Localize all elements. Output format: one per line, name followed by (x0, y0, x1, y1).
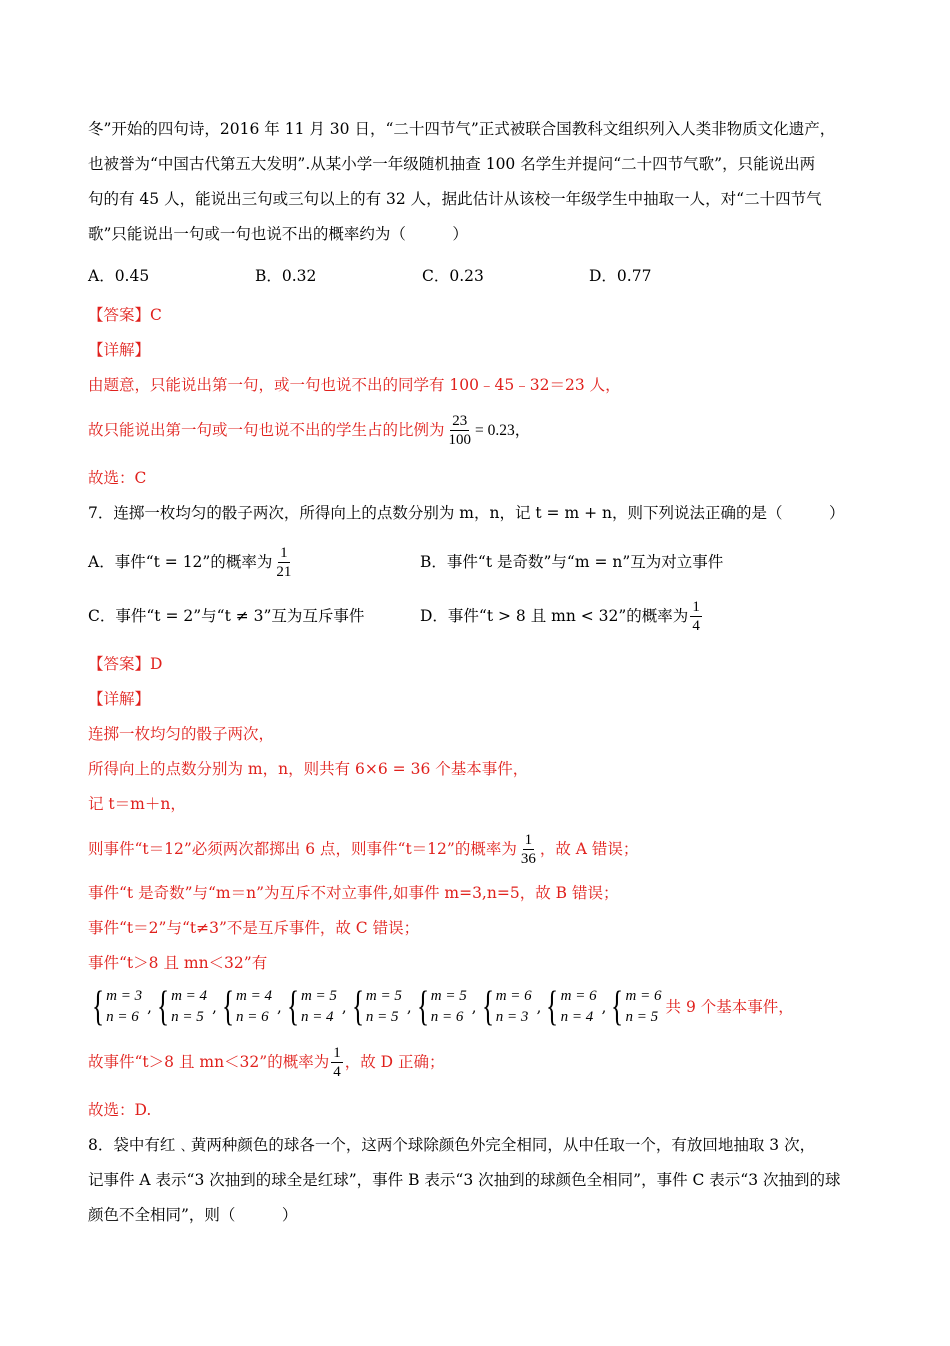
q7-systems (88, 986, 666, 1028)
q6-answer: 【答案】C (88, 306, 162, 324)
q7-detail-label: 【详解】 (88, 690, 151, 708)
brace-symbol: { (221, 984, 234, 1030)
q7-detail-9 (88, 1035, 868, 1089)
q6-detail-2-text: 故只能说出第一句或一句也说不出的学生占的比例为 (88, 420, 445, 439)
q6-option-c: C．0.23 (422, 266, 484, 285)
equation-row: n = 4 (560, 1009, 594, 1025)
q7-detail-3: 记 t＝m＋n， (88, 795, 186, 813)
equation-rows (171, 986, 207, 1028)
equation-row: n = 5 (365, 1009, 399, 1025)
equation-row: m = 6 (625, 988, 662, 1004)
q6-options (88, 254, 868, 298)
q7-detail-9-num: 1 (333, 1044, 341, 1061)
equation-system (283, 986, 337, 1028)
q7-option-a (88, 544, 420, 581)
equation-system (413, 986, 467, 1028)
brace-symbol: { (92, 984, 105, 1030)
q7-detail-4-fraction (519, 831, 538, 868)
q6-detail-label: 【详解】 (88, 341, 151, 359)
separator: , (276, 997, 282, 1016)
q7-systems-post: 共 9 个基本事件， (665, 997, 794, 1016)
q8-stem-line-3: 颜色不全相同”，则（ ） (88, 1206, 298, 1224)
q7-detail-4 (88, 822, 868, 876)
q7-detail-4-text: 则事件“t＝12”必须两次都掷出 6 点，则事件“t＝12”的概率为 (88, 839, 517, 858)
q7-detail-9-post: ，故 D 正确； (344, 1052, 445, 1071)
q7-detail-9-den: 4 (333, 1063, 341, 1080)
equation-rows (561, 986, 597, 1028)
q7-option-a-fraction (274, 544, 293, 581)
equation-row: n = 5 (625, 1009, 659, 1025)
separator: , (212, 997, 217, 1016)
q6-fraction-num: 23 (452, 412, 468, 429)
separator: , (536, 997, 542, 1016)
equation-row: n = 6 (106, 1009, 139, 1025)
equation-system (88, 986, 142, 1028)
q8-stem-line-1: 8．袋中有红﹑黄两种颜色的球各一个，这两个球除颜色外完全相同，从中任取一个，有放回地抽取 3 次， (88, 1136, 816, 1154)
equation-row: m = 5 (300, 988, 337, 1004)
brace-symbol: { (481, 984, 494, 1030)
q6-detail-1: 由题意，只能说出第一句，或一句也说不出的同学有 100﹣45﹣32＝23 人， (88, 376, 621, 394)
q7-detail-4-den: 36 (520, 850, 536, 867)
q7-option-d-num: 1 (692, 598, 700, 615)
q7-options-row-2 (88, 589, 868, 643)
equation-row: m = 4 (236, 988, 272, 1004)
q6-stem-line-2: 也被誉为“中国古代第五大发明”.从某小学一年级随机抽查 100 名学生并提问“二十四节气歌”，只能说出两 (88, 155, 816, 173)
equation-row: n = 3 (495, 1009, 529, 1025)
brace-symbol: { (416, 984, 429, 1030)
q7-option-a-text: A．事件“t = 12”的概率为 (88, 552, 273, 571)
brace-symbol: { (546, 984, 559, 1030)
equation-rows (236, 986, 272, 1028)
q6-stem-line-1: 冬”开始的四句诗，2016 年 11 月 30 日，“二十四节气”正式被联合国教科文组织列入人类非物质文化遗产， (88, 120, 836, 138)
q7-option-c: C．事件“t = 2”与“t ≠ 3”互为互斥事件 (88, 606, 365, 625)
equation-row: n = 5 (171, 1009, 204, 1025)
q7-options-row-1 (88, 535, 868, 589)
q7-option-b: B．事件“t 是奇数”与“m = n”互为对立事件 (420, 552, 724, 571)
separator: , (406, 997, 412, 1016)
q6-conclusion: 故选：C (88, 469, 147, 487)
document-page (88, 112, 868, 1233)
equation-system (542, 986, 596, 1028)
equation-row: m = 6 (560, 988, 597, 1004)
equation-rows (106, 986, 142, 1028)
separator: , (341, 997, 347, 1016)
q7-detail-7: 事件“t＞8 且 mn＜32”有 (88, 954, 268, 972)
equation-rows (626, 986, 662, 1028)
q6-fraction-den: 100 (448, 431, 472, 448)
q6-stem-line-4: 歌”只能说出一句或一句也说不出的概率约为（ ） (88, 225, 468, 243)
equation-row: n = 4 (300, 1009, 334, 1025)
equation-rows (496, 986, 532, 1028)
q7-detail-1: 连掷一枚均匀的骰子两次， (88, 725, 275, 743)
q6-stem-line-3: 句的有 45 人，能说出三句或三句以上的有 32 人，据此估计从该校一年级学生中抽取一人，对“二十四节气 (88, 190, 822, 208)
q6-option-b: B．0.32 (255, 266, 317, 285)
q7-option-d-den: 4 (692, 617, 700, 634)
equation-system (218, 986, 272, 1028)
q7-detail-9-text: 故事件“t＞8 且 mn＜32”的概率为 (88, 1052, 330, 1071)
equation-system (348, 986, 402, 1028)
q7-detail-5: 事件“t 是奇数”与“m＝n”为互斥不对立事件,如事件 m=3,n=5，故 B 错误； (88, 884, 619, 902)
brace-symbol: { (351, 984, 364, 1030)
q7-option-d-fraction (690, 598, 702, 635)
equation-system (153, 986, 207, 1028)
q7-conclusion: 故选：D. (88, 1101, 152, 1119)
separator: , (471, 997, 477, 1016)
q7-option-d-text: D．事件“t > 8 且 mn < 32”的概率为 (420, 606, 689, 625)
q6-fraction (447, 412, 474, 449)
equation-row: n = 6 (236, 1009, 269, 1025)
brace-symbol: { (286, 984, 299, 1030)
q6-detail-2 (88, 403, 868, 457)
q7-systems-row (88, 981, 868, 1033)
q6-option-d: D．0.77 (589, 266, 652, 285)
equation-row: m = 3 (106, 988, 143, 1004)
q7-answer: 【答案】D (88, 655, 163, 673)
q6-option-a: A．0.45 (88, 266, 150, 285)
equation-row: m = 6 (495, 988, 532, 1004)
separator: , (601, 997, 607, 1016)
q7-detail-4-num: 1 (524, 831, 533, 848)
q7-detail-2: 所得向上的点数分别为 m，n，则共有 6×6 = 36 个基本事件， (88, 760, 529, 778)
brace-symbol: { (156, 984, 170, 1030)
q7-detail-9-fraction (331, 1044, 343, 1081)
equation-system (478, 986, 532, 1028)
q7-detail-4-post: ，故 A 错误； (539, 839, 639, 858)
brace-symbol: { (611, 984, 624, 1030)
q7-option-a-den: 21 (276, 563, 292, 580)
separator: , (147, 997, 152, 1016)
equation-row: n = 6 (430, 1009, 464, 1025)
q8-stem-line-2: 记事件 A 表示“3 次抽到的球全是红球”，事件 B 表示“3 次抽到的球颜色全相同”，事件 C 表示“3 次抽到的球 (88, 1171, 841, 1189)
equation-rows (301, 986, 337, 1028)
q7-stem: 7．连掷一枚均匀的骰子两次，所得向上的点数分别为 m，n，记 t = m + n，则下列说法正确的是（ ） (88, 504, 845, 522)
equation-row: m = 4 (171, 988, 208, 1004)
q6-detail-2-result: = 0.23， (475, 421, 531, 439)
equation-rows (366, 986, 402, 1028)
q7-option-a-num: 1 (280, 544, 288, 561)
q7-option-d (420, 598, 704, 635)
q7-detail-6: 事件“t＝2”与“t≠3”不是互斥事件，故 C 错误； (88, 919, 420, 937)
equation-row: m = 5 (365, 988, 402, 1004)
equation-system (607, 986, 661, 1028)
equation-row: m = 5 (430, 988, 467, 1004)
equation-rows (431, 986, 467, 1028)
